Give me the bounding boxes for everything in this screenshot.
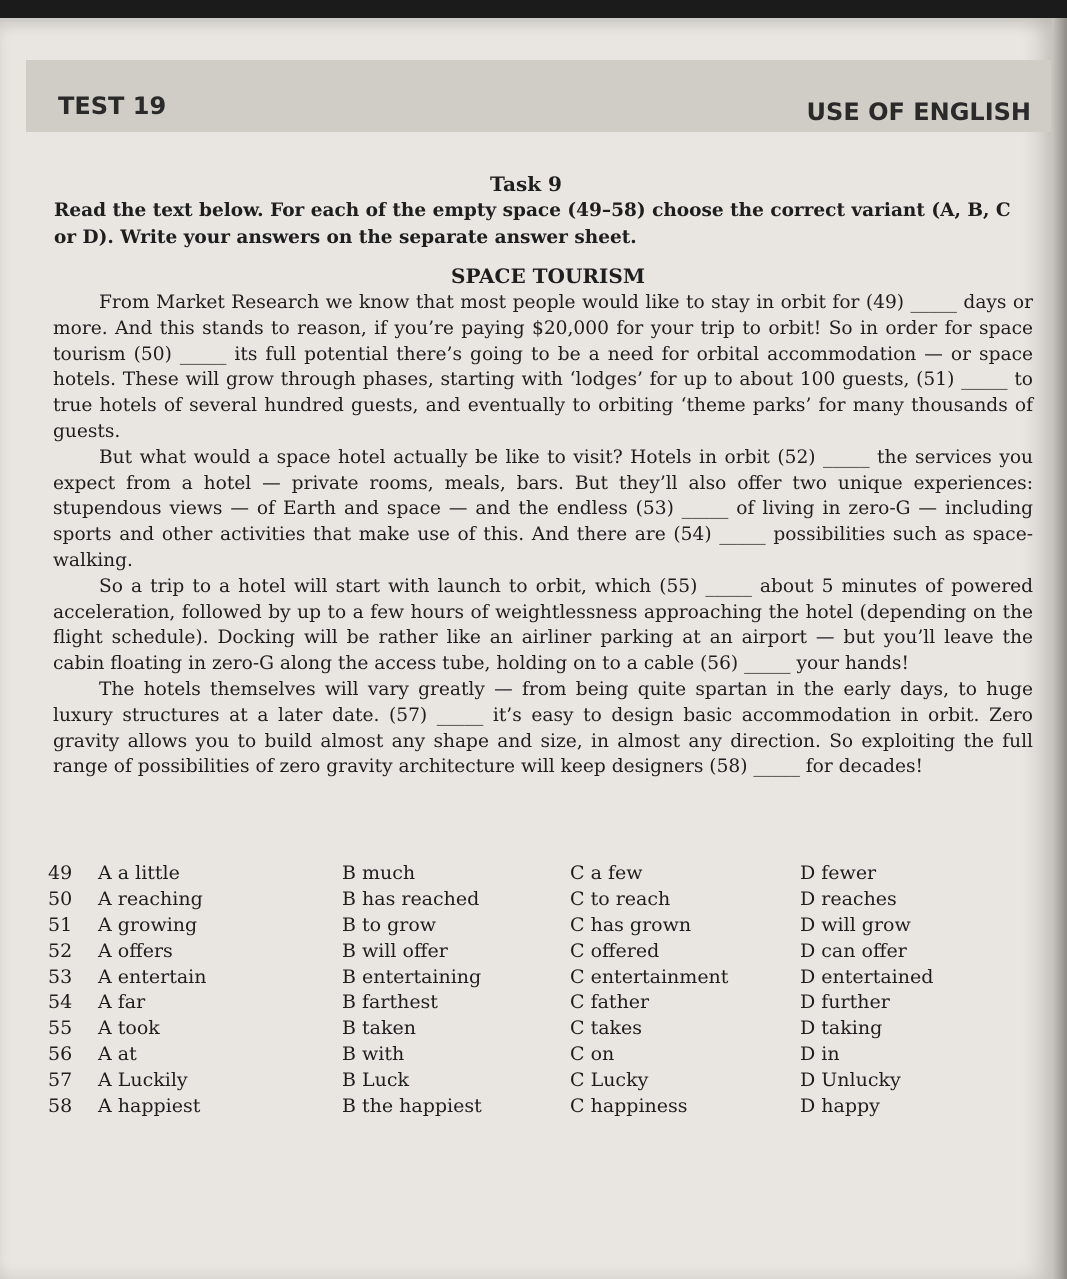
option-row xyxy=(48,860,1008,886)
task-instructions: Read the text below. For each of the empty space (49–58) choose the correct variant (A, B, C or D). Write your answers on the separate answer sheet. xyxy=(54,200,1011,248)
option-c: C takes xyxy=(570,1017,643,1040)
option-b: B taken xyxy=(342,1017,416,1040)
option-d: D reaches xyxy=(800,887,897,910)
item-number: 51 xyxy=(48,913,73,936)
option-b: B has reached xyxy=(342,887,480,910)
option-row xyxy=(48,938,1008,964)
option-a: A Luckily xyxy=(98,1069,188,1092)
section-title: USE OF ENGLISH xyxy=(806,98,1031,126)
option-a: A took xyxy=(98,1017,160,1040)
item-number: 52 xyxy=(48,939,73,962)
option-a: A entertain xyxy=(98,965,207,988)
option-row xyxy=(48,1093,1008,1119)
option-c: C on xyxy=(570,1043,615,1066)
option-d: D fewer xyxy=(800,861,877,884)
page-edge xyxy=(1052,18,1067,1279)
option-b: B will offer xyxy=(342,939,448,962)
option-c: C Lucky xyxy=(570,1069,649,1092)
answer-options xyxy=(48,860,1008,1119)
option-d: D further xyxy=(800,991,890,1014)
item-number: 50 xyxy=(48,887,73,910)
option-b: B the happiest xyxy=(342,1094,482,1117)
option-a: A happiest xyxy=(98,1094,201,1117)
item-number: 55 xyxy=(48,1017,73,1040)
option-row xyxy=(48,1015,1008,1041)
task-title: Task 9 xyxy=(490,172,562,196)
option-a: A reaching xyxy=(98,887,203,910)
option-c: C father xyxy=(570,991,650,1014)
paragraph: The hotels themselves will vary greatly — from being quite spartan in the early days, to huge luxury structures at a later date. (57) _____ it’s easy to design basic accommodation in orbit. Zero gravity allows you to build almost any shape and size, in almost any direction. So exploiting the full range of possibilities of zero gravity architecture will keep designers (58) _____ for decades! xyxy=(53,678,1033,778)
paragraph: So a trip to a hotel will start with launch to orbit, which (55) _____ about 5 minutes of powered acceleration, followed by up to a few hours of weightlessness approaching the hotel (depending on the flight schedule). Docking will be rather like an airliner parking at an airport — but you’ll leave the cabin floating in zero-G along the access tube, holding on to a cable (56) _____ your hands! xyxy=(53,575,1033,675)
option-a: A at xyxy=(98,1043,137,1066)
option-d: D Unlucky xyxy=(800,1069,901,1092)
reading-text xyxy=(53,290,1033,780)
option-row xyxy=(48,989,1008,1015)
text-title: SPACE TOURISM xyxy=(451,264,645,288)
item-number: 57 xyxy=(48,1069,73,1092)
item-number: 54 xyxy=(48,991,73,1014)
option-c: C happiness xyxy=(570,1094,688,1117)
option-d: D happy xyxy=(800,1094,880,1117)
option-d: D can offer xyxy=(800,939,907,962)
item-number: 53 xyxy=(48,965,73,988)
option-b: B Luck xyxy=(342,1069,410,1092)
test-number: TEST 19 xyxy=(58,92,167,120)
option-d: D entertained xyxy=(800,965,934,988)
option-b: B to grow xyxy=(342,913,437,936)
option-b: B entertaining xyxy=(342,965,482,988)
paragraph: From Market Research we know that most people would like to stay in orbit for (49) _____ days or more. And this stands to reason, if you’re paying $20,000 for your trip to orbit! So in order for space tourism (50) _____ its full potential there’s going to be a need for orbital accommodation — or space hotels. These will grow through phases, starting with ‘lodges’ for up to about 100 guests, (51) _____ to true hotels of several hundred guests, and eventually to orbiting ‘theme parks’ for many thousands of guests. xyxy=(53,292,1033,442)
option-d: D taking xyxy=(800,1017,883,1040)
option-c: C entertainment xyxy=(570,965,729,988)
option-d: D in xyxy=(800,1043,840,1066)
item-number: 58 xyxy=(48,1094,73,1117)
option-c: C offered xyxy=(570,939,660,962)
option-c: C a few xyxy=(570,861,643,884)
option-a: A a little xyxy=(98,861,180,884)
option-b: B farthest xyxy=(342,991,438,1014)
paragraph: But what would a space hotel actually be like to visit? Hotels in orbit (52) _____ the services you expect from a hotel — private rooms, meals, bars. But they’ll also offer two unique experiences: stupendous views — of Earth and space — and the endless (53) _____ of living in zero-G — including sports and other activities that make use of this. And there are (54) _____ possibilities such as space-walking. xyxy=(53,446,1033,571)
option-a: A offers xyxy=(98,939,173,962)
option-row xyxy=(48,1041,1008,1067)
item-number: 49 xyxy=(48,861,73,884)
option-row xyxy=(48,912,1008,938)
option-a: A growing xyxy=(98,913,198,936)
page-header xyxy=(26,60,1051,132)
option-row xyxy=(48,886,1008,912)
option-b: B much xyxy=(342,861,416,884)
option-row xyxy=(48,964,1008,990)
item-number: 56 xyxy=(48,1043,73,1066)
option-d: D will grow xyxy=(800,913,911,936)
option-b: B with xyxy=(342,1043,405,1066)
option-row xyxy=(48,1067,1008,1093)
option-c: C to reach xyxy=(570,887,671,910)
option-a: A far xyxy=(98,991,146,1014)
option-c: C has grown xyxy=(570,913,692,936)
